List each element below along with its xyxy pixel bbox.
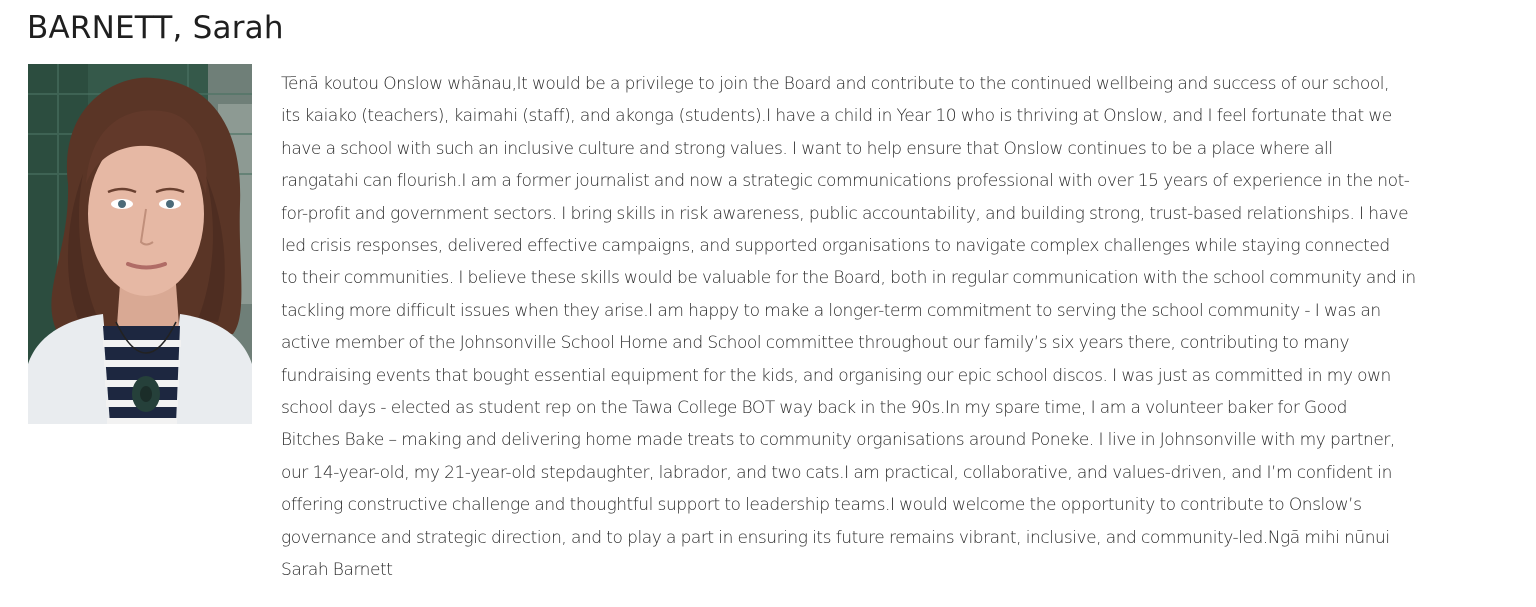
- bio-line: fundraising events that bought essential equipment for the kids, and organising our epic school discos. I was just as committed in my own: [281, 365, 1391, 386]
- bio-line: have a school with such an inclusive culture and strong values. I want to help ensure that Onslow continues to be a place where all: [281, 138, 1333, 159]
- bio-line: active member of the Johnsonville School Home and School committee throughout our family’s six years there, contributing to many: [281, 333, 1350, 354]
- candidate-bio: [281, 68, 1526, 587]
- bio-line: to their communities. I believe these skills would be valuable for the Board, both in regular communication with the school community and in: [281, 268, 1416, 289]
- bio-line: offering constructive challenge and thoughtful support to leadership teams.I would welcome the opportunity to contribute to Onslow’s: [281, 495, 1362, 516]
- bio-line: governance and strategic direction, and to play a part in ensuring its future remains vibrant, inclusive, and community-led.Ngā mihi nūnui: [281, 527, 1390, 548]
- bio-line: rangatahi can flourish.I am a former journalist and now a strategic communications professional with over 15 years of experience in the not-: [281, 171, 1410, 192]
- bio-line: our 14-year-old, my 21-year-old stepdaughter, labrador, and two cats.I am practical, collaborative, and values-driven, and I’m confident in: [281, 462, 1392, 483]
- candidate-name-heading: BARNETT, Sarah: [27, 10, 284, 46]
- bio-line: Bitches Bake – making and delivering home made treats to community organisations around Poneke. I live in Johnsonville with my partner,: [281, 430, 1395, 451]
- bio-line: Tēnā koutou Onslow whānau,It would be a privilege to join the Board and contribute to the continued wellbeing and success of our school,: [281, 74, 1390, 94]
- bio-line: tackling more difficult issues when they arise.I am happy to make a longer-term commitment to serving the school community - I was an: [281, 300, 1381, 321]
- candidate-portrait-photo: [28, 64, 252, 424]
- bio-line: for-profit and government sectors. I bring skills in risk awareness, public accountability, and building strong, trust-based relationships. I have: [281, 203, 1409, 224]
- bio-line: school days - elected as student rep on the Tawa College BOT way back in the 90s.In my spare time, I am a volunteer baker for Good: [281, 398, 1347, 419]
- bio-line: led crisis responses, delivered effective campaigns, and supported organisations to navigate complex challenges while staying connected: [281, 236, 1390, 257]
- portrait-illustration: [28, 64, 252, 424]
- bio-signature-line: Sarah Barnett: [281, 560, 393, 581]
- bio-line: its kaiako (teachers), kaimahi (staff), and akonga (students).I have a child in Year 10 who is thriving at Onslow, and I feel fortunate that we: [281, 106, 1392, 127]
